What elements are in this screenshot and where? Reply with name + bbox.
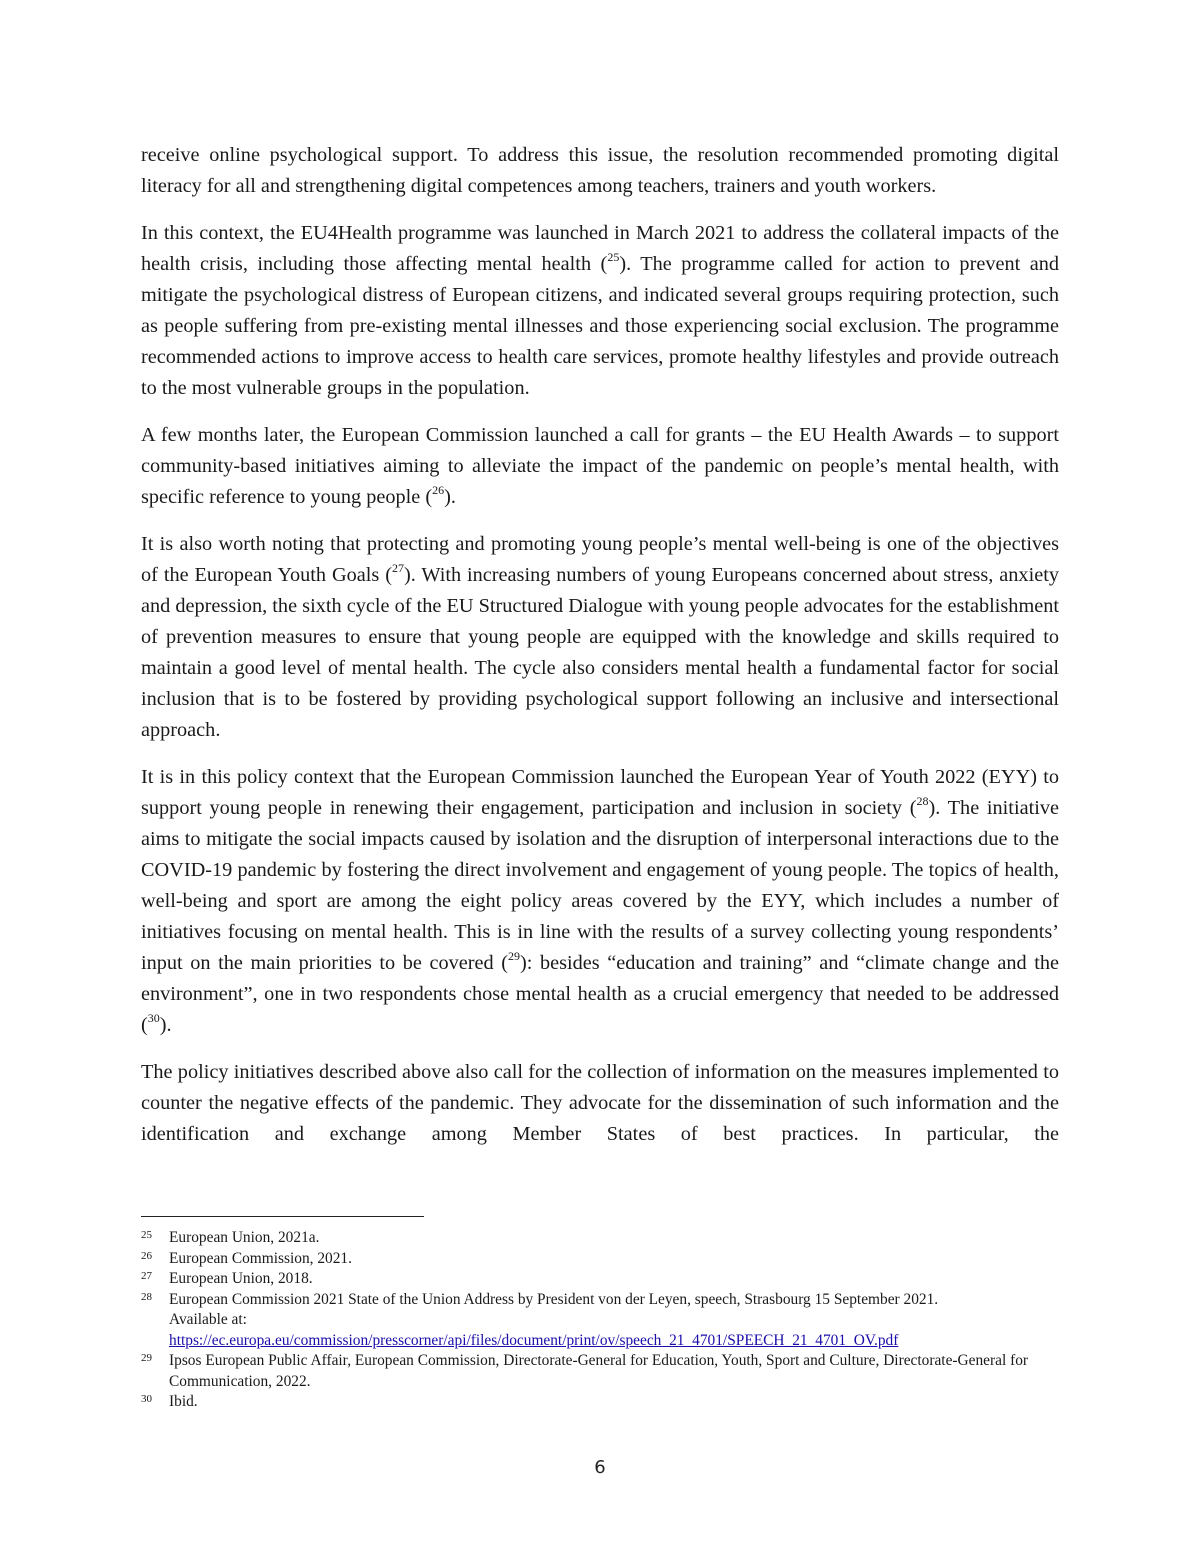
footnote-text: European Commission 2021 State of the Union Address by President von der Leyen, speech, Strasbourg 15 September 2021. — [169, 1290, 939, 1308]
footnote-30 — [141, 1392, 1071, 1413]
footnote-number: 27 — [141, 1270, 152, 1282]
paragraph-6: The policy initiatives described above also call for the collection of information on the measures implemented to counter the negative effects of the pandemic. They advocate for the dissemination of such information and the identification and exchange among Member States of best practices. In particular, the — [141, 1061, 1059, 1145]
paragraph-3: A few months later, the European Commission launched a call for grants – the EU Health Awards – to support community-based initiatives aiming to alleviate the impact of the pandemic on people’s mental health, with specific reference to young people ($^{26}$). — [141, 424, 1059, 508]
footnote-ref-26[interactable]: 26 — [432, 483, 445, 498]
paragraph-5: It is in this policy context that the European Commission launched the European Year of Youth 2022 (EYY) to support young people in renewing their engagement, participation and inclusion in society ($^{28}$). The initiative aims to mitigate the social impacts caused by isolation and the disruption of interpersonal interactions due to the COVID-19 pandemic by fostering the direct involvement and engagement of young people. The topics of health, well-being and sport are among the eight policy areas covered by the EYY, which includes a number of initiatives focusing on mental health. This is in line with the results of a survey collecting young respondents’ input on the main priorities to be covered ($^{29}$): besides “education and training” and “climate change and the environment”, one in two respondents chose mental health as a crucial emergency that needed to be addressed ($^{30}$). — [141, 766, 1059, 1036]
footnote-number: 28 — [141, 1290, 152, 1303]
footnote-ref-28[interactable]: 28 — [916, 794, 929, 809]
footnote-25 — [141, 1228, 1071, 1249]
footnote-29 — [141, 1351, 1071, 1392]
page-number: 6 — [594, 1457, 606, 1478]
footnote-text: Ipsos European Public Affair, European Commission, Directorate-General for Education, Youth, Sport and Culture, Directorate-General for Communication, 2022. — [169, 1352, 1029, 1390]
footnote-separator — [141, 1216, 424, 1217]
footnote-ref-27[interactable]: 27 — [391, 561, 404, 576]
paragraph-2: In this context, the EU4Health programme was launched in March 2021 to address the collateral impacts of the health crisis, including those affecting mental health ($^{25}$). The programme called for action to prevent and mitigate the psychological distress of European citizens, and indicated several groups requiring protection, such as people suffering from pre-existing mental illnesses and those experiencing social exclusion. The programme recommended actions to improve access to health care services, promote healthy lifestyles and provide outreach to the most vulnerable groups in the population. — [141, 222, 1059, 399]
paragraph-1: receive online psychological support. To address this issue, the resolution recommended promoting digital literacy for all and strengthening digital competences among teachers, trainers and youth workers. — [141, 144, 1059, 197]
speech-pdf-link[interactable]: https://ec.europa.eu/commission/presscorner/api/files/document/print/ov/speech_21_4701/SPEECH_21_4701_OV.pdf — [169, 1331, 899, 1349]
footnote-number: 25 — [141, 1229, 152, 1241]
footnote-28 — [141, 1290, 1071, 1352]
footnote-26 — [141, 1249, 1071, 1270]
footnote-ref-29[interactable]: 29 — [508, 949, 521, 964]
body-text — [141, 140, 1059, 1166]
footnotes — [141, 1228, 1071, 1413]
footnote-number: 26 — [141, 1249, 152, 1262]
footnote-ref-25[interactable]: 25 — [607, 250, 620, 265]
footnote-text: European Union, 2018. — [169, 1270, 313, 1287]
paragraph-4: It is also worth noting that protecting and promoting young people’s mental well-being is one of the objectives of the European Youth Goals ($^{27}$). With increasing numbers of young Europeans concerned about stress, anxiety and depression, the sixth cycle of the EU Structured Dialogue with young people advocates for the establishment of prevention measures to ensure that young people are equipped with the knowledge and skills required to maintain a good level of mental health. The cycle also considers mental health a fundamental factor for social inclusion that is to be fostered by providing psychological support following an inclusive and intersectional approach. — [141, 533, 1059, 741]
footnote-number: 30 — [141, 1393, 152, 1405]
footnote-number: 29 — [141, 1352, 152, 1364]
footnote-available-label: Available at: — [169, 1311, 247, 1328]
footnote-27 — [141, 1269, 1071, 1290]
footnote-text: Ibid. — [169, 1393, 198, 1410]
footnote-text: European Union, 2021a. — [169, 1229, 320, 1246]
footnote-text: European Commission, 2021. — [169, 1249, 352, 1267]
footnote-ref-30[interactable]: 30 — [147, 1011, 160, 1026]
